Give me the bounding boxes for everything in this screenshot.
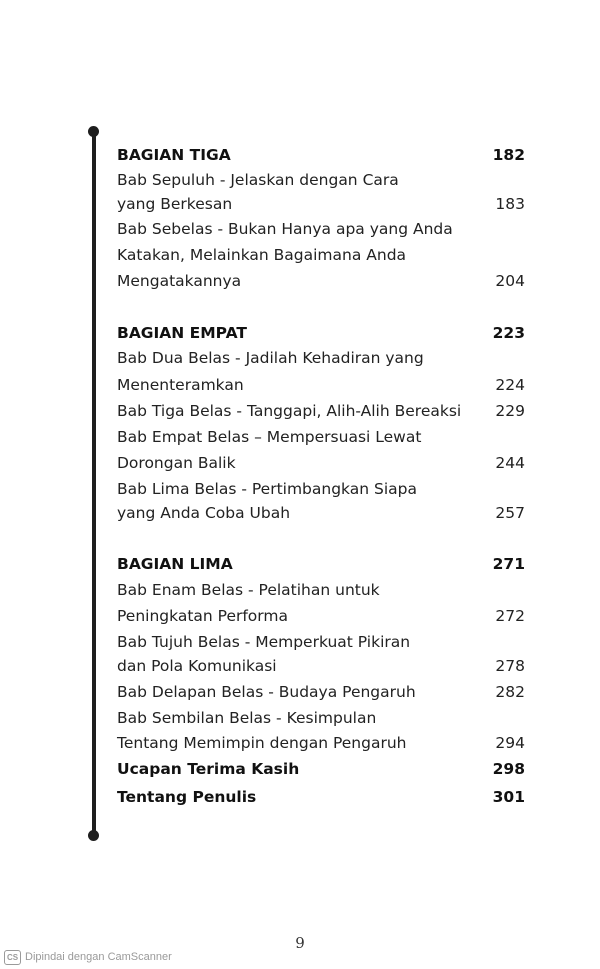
section-title: BAGIAN EMPAT: [117, 324, 247, 342]
entry-page: 257: [495, 504, 525, 522]
section-page: 182: [492, 146, 525, 164]
section-page: 223: [492, 324, 525, 342]
entry-text: Bab Empat Belas – Mempersuasi Lewat: [117, 428, 422, 446]
section-title: BAGIAN TIGA: [117, 146, 231, 164]
rule-top-dot: [88, 126, 99, 137]
entry-page: 224: [495, 376, 525, 394]
entry-text: yang Berkesan: [117, 195, 233, 213]
watermark-text: Dipindai dengan CamScanner: [25, 951, 172, 963]
page-number: 9: [295, 934, 305, 952]
entry-page: 294: [495, 734, 525, 752]
closing-page: 301: [492, 788, 525, 806]
entry-text: Bab Sembilan Belas - Kesimpulan: [117, 709, 377, 727]
entry-text: Katakan, Melainkan Bagaimana Anda: [117, 246, 407, 264]
entry-text: Bab Tujuh Belas - Memperkuat Pikiran: [117, 633, 411, 651]
rule-bottom-dot: [88, 830, 99, 841]
vertical-rule: [92, 130, 96, 837]
closing-page: 298: [492, 760, 525, 778]
camscanner-icon: CS: [4, 950, 21, 965]
entry-page: 272: [495, 607, 525, 625]
entry-text: Peningkatan Performa: [117, 607, 288, 625]
entry-text: Bab Sebelas - Bukan Hanya apa yang Anda: [117, 220, 453, 238]
closing-title: Tentang Penulis: [117, 788, 257, 806]
entry-text: Bab Sepuluh - Jelaskan dengan Cara: [117, 171, 399, 189]
section-title: BAGIAN LIMA: [117, 555, 233, 573]
scanner-watermark: [4, 948, 172, 966]
entry-page: 278: [495, 657, 525, 675]
entry-page: 204: [495, 272, 525, 290]
entry-text: Bab Dua Belas - Jadilah Kehadiran yang: [117, 349, 424, 367]
section-page: 271: [492, 555, 525, 573]
entry-page: 282: [495, 683, 525, 701]
entry-page: 229: [495, 402, 525, 420]
closing-title: Ucapan Terima Kasih: [117, 760, 300, 778]
entry-text: Mengatakannya: [117, 272, 242, 290]
entry-text: Bab Enam Belas - Pelatihan untuk: [117, 581, 380, 599]
entry-text: Bab Delapan Belas - Budaya Pengaruh: [117, 683, 416, 701]
entry-text: Menenteramkan: [117, 376, 244, 394]
entry-text: Dorongan Balik: [117, 454, 236, 472]
entry-text: dan Pola Komunikasi: [117, 657, 277, 675]
entry-page: 244: [495, 454, 525, 472]
entry-text: Bab Lima Belas - Pertimbangkan Siapa: [117, 480, 417, 498]
entry-text: Bab Tiga Belas - Tanggapi, Alih-Alih Bereaksi: [117, 402, 462, 420]
entry-page: 183: [495, 195, 525, 213]
entry-text: yang Anda Coba Ubah: [117, 504, 291, 522]
entry-text: Tentang Memimpin dengan Pengaruh: [117, 734, 407, 752]
